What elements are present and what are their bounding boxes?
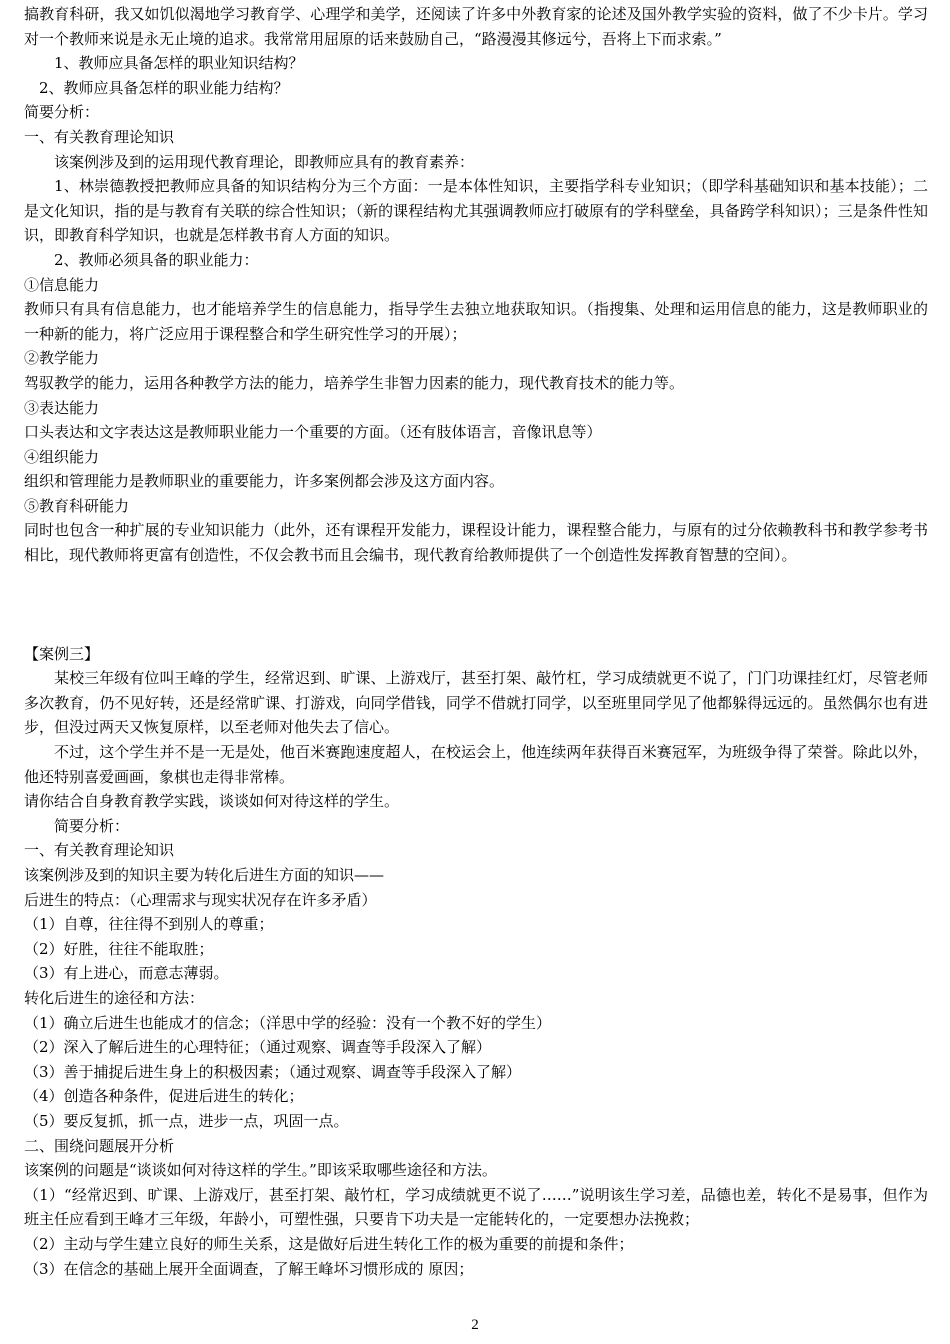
ability-heading: ②教学能力 xyxy=(24,349,100,368)
brief-analysis-heading: 简要分析： xyxy=(54,816,130,835)
paragraph: 转化后进生的途径和方法： xyxy=(24,988,205,1007)
list-item: （2）主动与学生建立良好的师生关系，这是做好后进生转化工作的极为重要的前提和条件； xyxy=(24,1234,634,1253)
list-item: （1）自尊，往往得不到别人的尊重； xyxy=(24,915,274,934)
paragraph: 组织和管理能力是教师职业的重要能力，许多案例都会涉及这方面内容。 xyxy=(24,472,505,491)
list-item: （4）创造各种条件，促进后进生的转化； xyxy=(24,1087,304,1106)
paragraph: 该案例涉及到的运用现代教育理论，即教师应具有的教育素养： xyxy=(54,152,475,171)
question-2: 2、教师应具备怎样的职业能力结构？ xyxy=(39,78,289,97)
paragraph: 驾驭教学的能力，运用各种教学方法的能力，培养学生非智力因素的能力，现代教育技术的能力等。 xyxy=(24,373,685,392)
section-spacer xyxy=(24,568,928,642)
list-item: （5）要反复抓，抓一点，进步一点，巩固一点。 xyxy=(24,1111,349,1130)
list-item: （3）有上进心，而意志薄弱。 xyxy=(24,964,229,983)
paragraph: 2、教师必须具备的职业能力： xyxy=(54,250,259,269)
ability-heading: ⑤教育科研能力 xyxy=(24,496,130,515)
paragraph: 该案例的问题是“谈谈如何对待这样的学生。”即该采取哪些途径和方法。 xyxy=(24,1161,497,1180)
list-item: （1）确立后进生也能成才的信念；（洋思中学的经验：没有一个教不好的学生） xyxy=(24,1013,552,1032)
paragraph: 该案例涉及到的知识主要为转化后进生方面的知识—— xyxy=(24,866,385,884)
paragraph-intro: 搞教育科研，我又如饥似渴地学习教育学、心理学和美学，还阅读了许多中外教育家的论述及国外教学实验的资料，做了不少卡片。学习对一个教师来说是永无止境的追求。我常常用屈原的话来鼓励自己，“路漫漫其修远兮，吾将上下而求索。” xyxy=(24,5,928,48)
paragraph: 同时也包含一种扩展的专业知识能力（此外，还有课程开发能力，课程设计能力，课程整合能力，与原有的过分依赖教科书和教学参考书相比，现代教师将更富有创造性，不仅会教书而且会编书，现代教育给教师提供了一个创造性发挥教育智慧的空间）。 xyxy=(24,521,928,565)
list-item: （3）善于捕捉后进生身上的积极因素；（通过观察、调查等手段深入了解） xyxy=(24,1062,522,1081)
section-heading: 二、围绕问题展开分析 xyxy=(24,1136,175,1155)
section-heading: 一、有关教育理论知识 xyxy=(24,841,175,860)
case-question: 请你结合自身教育教学实践，谈谈如何对待这样的学生。 xyxy=(24,792,400,811)
section-heading: 一、有关教育理论知识 xyxy=(24,127,175,146)
case-title: 【案例三】 xyxy=(24,644,100,663)
brief-analysis-heading: 简要分析： xyxy=(24,103,100,122)
case-paragraph: 某校三年级有位叫王峰的学生，经常迟到、旷课、上游戏厅，甚至打架、敲竹杠，学习成绩就更不说了，门门功课挂红灯，尽管老师多次教育，仍不见好转，还是经常旷课、打游戏，向同学借钱，同学不借就打同学，以至班里同学见了他都躲得远远的。虽然偶尔也有进步，但没过两天又恢复原样，以至老师对他失去了信心。 xyxy=(24,669,928,737)
paragraph: 后进生的特点：（心理需求与现实状况存在许多矛盾） xyxy=(24,890,377,909)
paragraph: 教师只有具有信息能力，也才能培养学生的信息能力，指导学生去独立地获取知识。（指搜集、处理和运用信息的能力，这是教师职业的一种新的能力，将广泛应用于课程整合和学生研究性学习的开展）； xyxy=(24,300,928,343)
list-item: （3）在信念的基础上展开全面调查，了解王峰坏习惯形成的 原因； xyxy=(24,1259,474,1278)
list-item: （1）“经常迟到、旷课、上游戏厅，甚至打架、敲竹杠，学习成绩就更不说了……”说明该生学习差，品德也差，转化不是易事，但作为班主任应看到王峰才三年级，年龄小，可塑性强，只要肯下功夫是一定能转化的，一定要想办法挽救； xyxy=(24,1185,928,1229)
ability-heading: ③表达能力 xyxy=(24,398,100,417)
ability-heading: ①信息能力 xyxy=(24,275,100,294)
page-number: 2 xyxy=(471,1317,479,1333)
list-item: （2）深入了解后进生的心理特征；（通过观察、调查等手段深入了解） xyxy=(24,1038,492,1057)
case-paragraph: 不过，这个学生并不是一无是处，他百米赛跑速度超人，在校运会上，他连续两年获得百米赛冠军，为班级争得了荣誉。除此以外，他还特别喜爱画画，象棋也走得非常棒。 xyxy=(24,743,928,786)
paragraph: 口头表达和文字表达这是教师职业能力一个重要的方面。（还有肢体语言，音像讯息等） xyxy=(24,423,602,442)
paragraph-knowledge-structure: 1、林崇德教授把教师应具备的知识结构分为三个方面：一是本体性知识，主要指学科专业知识；（即学科基础知识和基本技能）；二是文化知识，指的是与教育有关联的综合性知识；（新的课程结构尤其强调教师应打破原有的学科壁垒，具备跨学科知识）；三是条件性知识，即教育科学知识，也就是怎样教书育人方面的知识。 xyxy=(24,177,928,245)
question-1: 1、教师应具备怎样的职业知识结构？ xyxy=(54,54,304,73)
ability-heading: ④组织能力 xyxy=(24,447,100,466)
list-item: （2）好胜，往往不能取胜； xyxy=(24,939,214,958)
